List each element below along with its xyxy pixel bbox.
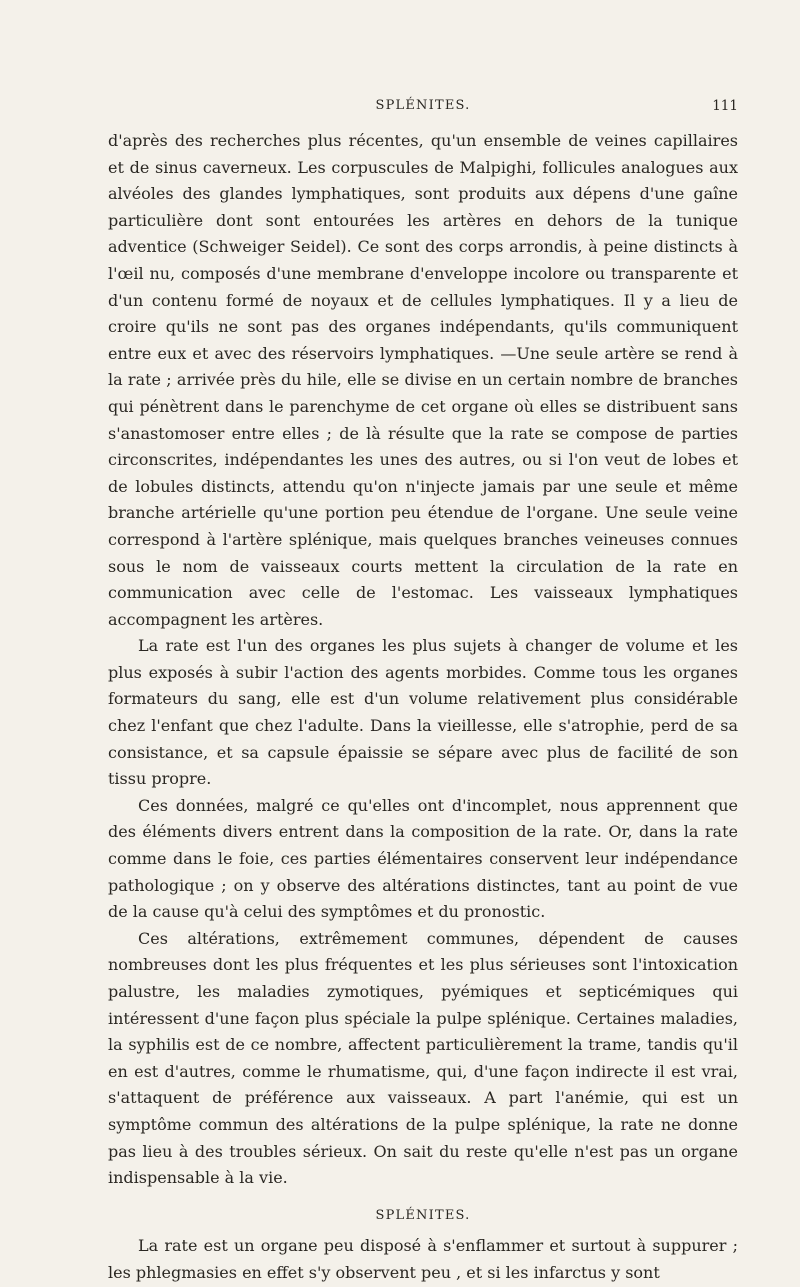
paragraph-3: Ces données, malgré ce qu'elles ont d'incomplet, nous apprennent que des éléments divers entrent dans la composition de la rate. Or, dans la rate comme dans le foie, ces parties élémentaires conservent leur indépendance pathologique ; on y observe des altérations distinctes, tant au point de vue de la cause qu'à celui des symptômes et du pronostic.: [108, 795, 738, 922]
paragraph-4: Ces altérations, extrêmement communes, dépendent de causes nombreuses dont les plus fréquentes et les plus sérieuses sont l'intoxication palustre, les maladies zymotiques, pyémiques et septicémiques qui intéressent d'une façon plus spéciale la pulpe splénique. Certaines maladies, la syphilis est de ce nombre, affectent particulièrement la trame, tandis qu'il en est d'autres, comme le rhumatisme, qui, d'une façon indirecte il est vrai, s'attaquent de préférence aux vaisseaux. A part l'anémie, qui est un symptôme commun des altérations de la pulpe splénique, la rate ne donne pas lieu à des troubles sérieux. On sait du reste qu'elle n'est pas un organe indispensable à la vie.: [108, 928, 738, 1188]
section-paragraph: La rate est un organe peu disposé à s'enflammer et surtout à suppurer ; les phlegmasies en effet s'y observent peu , et si les infarctus y sont: [108, 1236, 738, 1282]
page-number: 111: [712, 98, 738, 114]
section-heading: SPLÉNITES.: [375, 1207, 471, 1223]
running-header: [108, 98, 738, 118]
running-title: SPLÉNITES.: [375, 98, 471, 113]
paragraph-1: d'après des recherches plus récentes, qu'un ensemble de veines capillaires et de sinus caverneux. Les corpuscules de Malpighi, follicules analogues aux alvéoles des glandes lymphatiques, sont produits aux dépens d'une gaîne particulière dont sont entourées les artères en dehors de la tunique adventice (Schweiger Seidel). Ce sont des corps arrondis, à peine distincts à l'œil nu, composés d'une membrane d'enveloppe incolore ou transparente et d'un contenu formé de noyaux et de cellules lymphatiques. Il y a lieu de croire qu'ils ne sont pas des organes indépendants, qu'ils communiquent entre eux et avec des réservoirs lymphatiques. —Une seule artère se rend à la rate ; arrivée près du hile, elle se divise en un certain nombre de branches qui pénètrent dans le parenchyme de cet organe où elles se distribuent sans s'anastomoser entre elles ; de là résulte que la rate se compose de parties circonscrites, indépendantes les unes des autres, ou si l'on veut de lobes et de lobules distincts, attendu qu'on n'injecte jamais par une seule et même branche artérielle qu'une portion peu étendue de l'organe. Une seule veine correspond à l'artère splénique, mais quelques branches veineuses connues sous le nom de vaisseaux courts mettent la circulation de la rate en communication avec celle de l'estomac. Les vaisseaux lymphatiques accompagnent les artères.: [108, 131, 738, 629]
body-text: [108, 128, 738, 1287]
paragraph-2: La rate est l'un des organes les plus sujets à changer de volume et les plus exposés à subir l'action des agents morbides. Comme tous les organes formateurs du sang, elle est d'un volume relativement plus considérable chez l'enfant que chez l'adulte. Dans la vieillesse, elle s'atrophie, perd de sa consistance, et sa capsule épaissie se sépare avec plus de facilité de son tissu propre.: [108, 636, 738, 789]
